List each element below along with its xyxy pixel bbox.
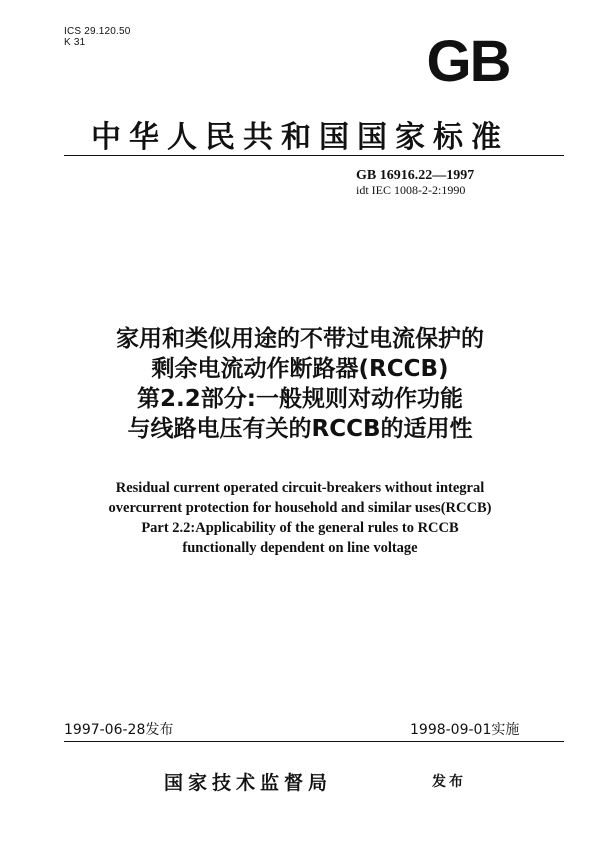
title-en-line: overcurrent protection for household and similar uses(RCCB) xyxy=(108,500,492,516)
classification-codes xyxy=(64,26,131,48)
title-zh-line: 第2.2部分:一般规则对动作功能 xyxy=(137,386,463,412)
implementation-date: 1998-09-01实施 xyxy=(410,722,520,738)
issuing-authority: 国家技术监督局 xyxy=(164,772,333,794)
footer-rule xyxy=(64,741,564,742)
title-english xyxy=(0,478,600,558)
national-standard-title: 中华人民共和国国家标准 xyxy=(91,120,509,155)
title-en-line: Part 2.2:Applicability of the general rules to RCCB xyxy=(141,520,459,536)
header-rule xyxy=(64,155,564,156)
publish-label: 发布 xyxy=(432,774,466,790)
title-en-line: Residual current operated circuit-breakers without integral xyxy=(115,480,485,496)
title-en-line: functionally dependent on line voltage xyxy=(182,540,418,556)
standard-equivalence: idt IEC 1008-2-2:1990 xyxy=(356,183,466,197)
standard-number: GB 16916.22—1997 xyxy=(356,168,475,183)
ics-code: ICS 29.120.50 xyxy=(64,26,131,37)
title-zh-line: 剩余电流动作断路器(RCCB) xyxy=(151,356,449,382)
category-code: K 31 xyxy=(64,37,86,48)
title-zh-line: 与线路电压有关的RCCB的适用性 xyxy=(127,416,473,442)
title-chinese xyxy=(0,324,600,444)
gb-logo-text: GB xyxy=(426,32,510,88)
issue-date: 1997-06-28发布 xyxy=(64,722,174,738)
standard-code xyxy=(356,168,474,198)
title-zh-line: 家用和类似用途的不带过电流保护的 xyxy=(116,326,484,352)
gb-logo xyxy=(410,32,526,88)
